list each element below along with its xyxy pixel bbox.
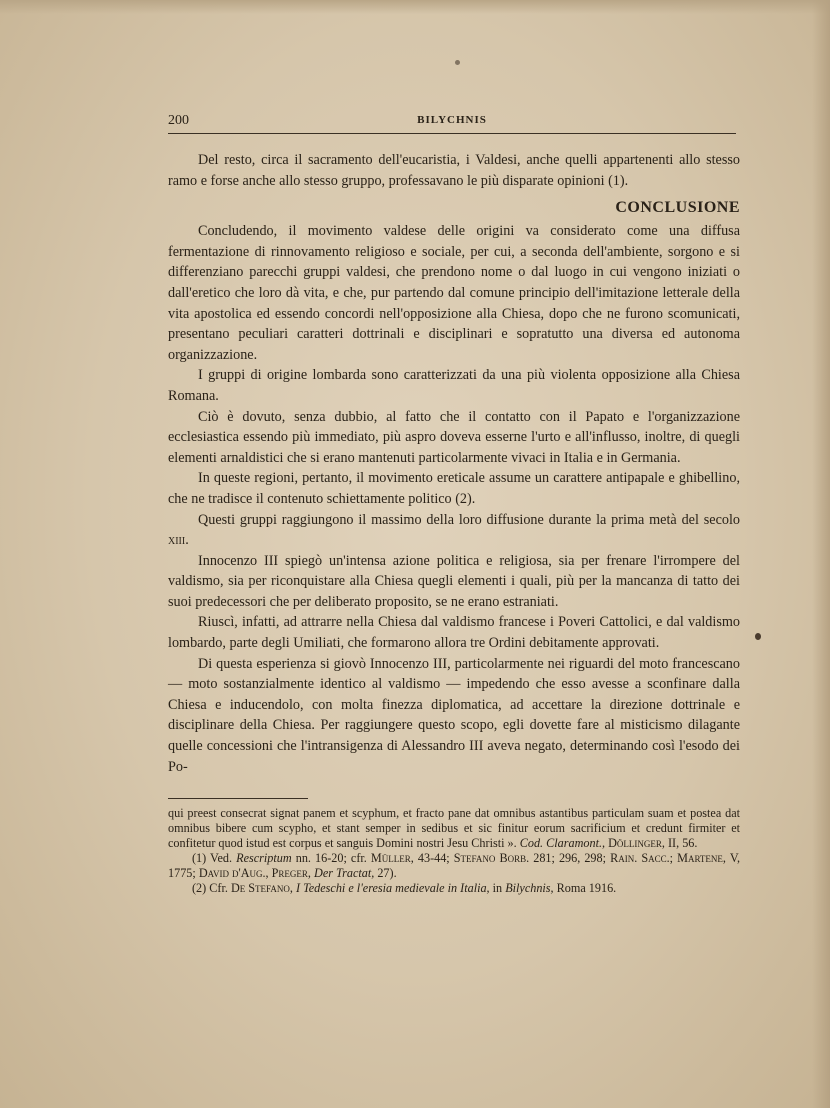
fn2-title: I Tedeschi e l'eresia medievale in Italia, <box>296 881 490 895</box>
fn1-d: V, 1775; <box>168 851 741 880</box>
footnote-2 <box>168 881 740 896</box>
fn2-author: De Stefano, <box>230 881 293 895</box>
ink-spot <box>755 633 761 640</box>
footnote-continuation-end: II, 56. <box>667 836 698 850</box>
fn1-c: 281; 296, 298; <box>533 851 607 865</box>
fn1-e: 27). <box>377 866 397 880</box>
paragraph-1: Concludendo, il movimento valdese delle origini va considerato come una diffusa fermentazione di rinnovamento religioso e sociale, per cui, a seconda dell'ambiente, sorgono e si differenziano parecchi gruppi valdesi, che prendono nome o dal luogo in cui vengono iniziati o dall'eretico che loro dà vita, e che, pur partendo dal comune principio dell'imitazione letterale della vita apostolica ed essendo concordi nell'opposizione alla Chiesa, dopo che ne furono scomunicati, presentano peculiari caratteri dottrinali e disciplinari e sopratutto una diversa ed autonoma organizzazione. <box>168 223 740 363</box>
fn2-place: Roma 1916. <box>556 881 617 895</box>
paragraph-5 <box>168 510 740 551</box>
fn1-david: David d'Aug., <box>198 866 269 880</box>
fn1-preger: Preger, <box>271 866 311 880</box>
fn1-muller: Müller, <box>370 851 414 865</box>
paragraph-4: In queste regioni, pertanto, il movimento ereticale assume un carattere antipapale e ghibellino, che ne tradisce il contenuto schiettamente politico (2). <box>168 470 740 507</box>
fn1-rain: Rain. Sacc.; <box>610 851 674 865</box>
journal-title: BILYCHNIS <box>417 114 487 126</box>
century-numeral: xiii. <box>168 532 189 549</box>
fn1-work: Rescriptum <box>236 851 292 865</box>
paragraph-7: Riuscì, infatti, ad attrarre nella Chiesa dal valdismo francese i Poveri Cattolici, e dal valdismo lombardo, parte degli Umiliati, che formarono allora tre Ordini debitamente approvati. <box>168 614 740 652</box>
paragraph-6: Innocenzo III spiegò un'intensa azione politica e religiosa, sia per frenare l'irrompere del valdismo, sia per riconquistare alla Chiesa quegli elementi i quali, più per la mancanza di tatto dei suoi predecessori che per deliberato proposito, se ne erano estraniati. <box>168 552 740 610</box>
running-head <box>168 113 736 134</box>
section-heading: CONCLUSIONE <box>615 199 740 217</box>
ink-spot <box>455 60 460 65</box>
paragraph-3: Ciò è dovuto, senza dubbio, al fatto che il contatto con il Papato e l'organizzazione ecclesiastica essendo più immediato, più aspro doveva esserne l'urto e all'influsso, inoltre, di quegli elementi arnaldistici che si erano mantenuti particolarmente vivaci in Italia e in Germania. <box>168 408 740 466</box>
fn1-b: 43-44; <box>417 851 450 865</box>
fn2-in: in <box>492 881 503 895</box>
page-number: 200 <box>168 113 189 128</box>
body-text <box>168 150 740 777</box>
fn1-a: nn. 16-20; cfr. <box>295 851 367 865</box>
fn2-journal: Bilychnis, <box>505 881 554 895</box>
footnote-rule <box>168 798 308 799</box>
footnote-continuation-cite: Cod. Claramont., <box>519 836 606 850</box>
paragraph-intro: Del resto, circa il sacramento dell'eucaristia, i Valdesi, anche quelli appartenenti allo stesso ramo e forse anche allo stesso gruppo, professavano le più disparate opinioni (1). <box>168 152 740 189</box>
fn1-stefano: Stefano Borb. <box>453 851 530 865</box>
footnote-continuation <box>168 806 740 851</box>
paragraph-2: I gruppi di origine lombarda sono caratterizzati da una più violenta opposizione alla Chiesa Romana. <box>168 367 740 404</box>
fn1-mark: (1) Ved. <box>192 851 233 865</box>
footnote-continuation-text: qui preest consecrat signat panem et scyphum, et fracto pane dat omnibus astantibus particulam suam et postea dat omnibus bibere cum scypho, et stant semper in sedibus et sic finitur eorum sacrificium et credunt firmiter et confitetur quod istud est corpus et sanguis Domini nostri Jesu Christi ». <box>168 806 740 850</box>
fn2-mark: (2) Cfr. <box>192 881 228 895</box>
footnote-1 <box>168 851 740 881</box>
footnotes <box>168 806 740 896</box>
footnote-continuation-author: Döllinger, <box>608 836 665 850</box>
fn1-tractat: Der Tractat, <box>314 866 375 880</box>
paragraph-8: Di questa esperienza si giovò Innocenzo III, particolarmente nei riguardi del moto francescano — moto sostanzialmente identico al valdismo — impedendo che esso avesse a sconfinare dalla Chiesa e inducendolo, con molta finezza diplomatica, ad accettare la direzione dottrinale e disciplinare della Chiesa. Per raggiungere questo scopo, egli dovette fare al misticismo dilagante quelle concessioni che l'intransigenza di Alessandro III aveva negato, determinando così l'esodo dei Po- <box>168 655 740 775</box>
fn1-martene: Martene, <box>677 851 726 865</box>
paragraph-5-text: Questi gruppi raggiungono il massimo della loro diffusione durante la prima metà del secolo <box>198 511 740 528</box>
